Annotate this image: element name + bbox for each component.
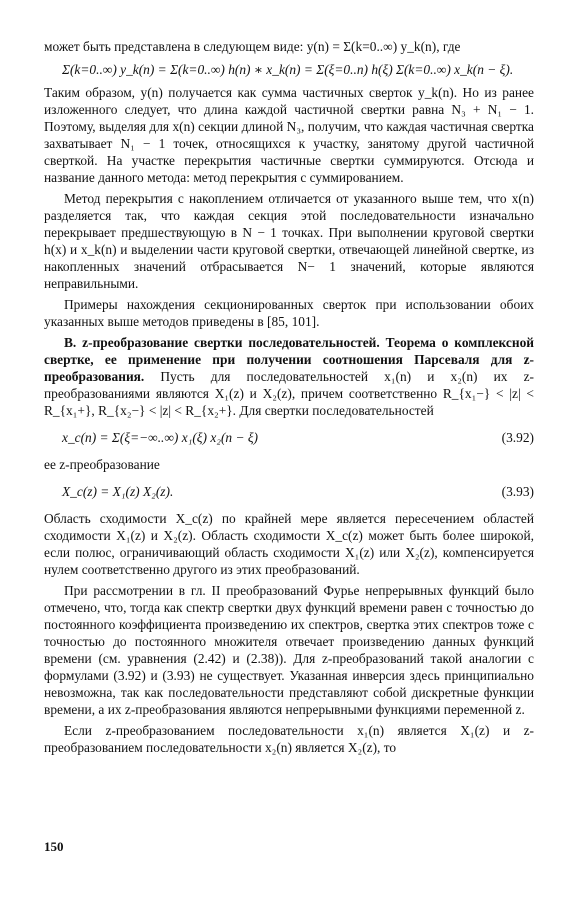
document-page xyxy=(44,38,534,756)
equation-3-92 xyxy=(44,429,534,446)
paragraph-overlap-add: Таким образом, y(n) получается как сумма частичных сверток y_k(n). Но из ранее изложенного следует, что длина каждой частичной свертки равна N₃ + N₁ − 1. Поэтому, выделяя для x(n) секции длиной N₃, получим, что каждая частичная свертка захватывает N₁ − 1 точек, относящихся к участку, занятому другой частичной сверткой. На участке перекрытия частичные свертки суммируются. Отсюда и название данного метода: метод перекрытия с суммированием. xyxy=(44,85,534,185)
equation-3-92-number: (3.92) xyxy=(501,430,534,445)
text-line-z-transform: ее z-преобразование xyxy=(44,457,160,472)
equation-3-93-body: X_c(z) = X₁(z) X₂(z). xyxy=(62,484,174,499)
page-number: 150 xyxy=(44,839,64,854)
section-heading: В. z-преобразование свертки последовательностей. Теорема о комплексной свертке, ее применение при получении соотношения Парсеваля для z-преобразования. xyxy=(44,335,534,384)
paragraph-examples: Примеры нахождения секционированных сверток при использовании обоих указанных выше методов приведены в [85, 101]. xyxy=(44,297,534,329)
text-line-intro: может быть представлена в следующем виде: y(n) = Σ(k=0..∞) y_k(n), где xyxy=(44,39,461,54)
formula-sum-partial-convolutions: Σ(k=0..∞) y_k(n) = Σ(k=0..∞) h(n) ∗ x_k(n) = Σ(ξ=0..n) h(ξ) Σ(k=0..∞) x_k(n − ξ). xyxy=(62,62,514,77)
paragraph-overlap-save: Метод перекрытия с накоплением отличается от указанного выше тем, что x(n) разделяется так, что каждая секция этой последовательности изначально перекрывает предшествующую в N − 1 точках. При выполнении круговой свертки h(x) и x_k(n) и выделении части круговой свертки, отвечающей линейной свертке, из накопленных значений отбрасывается N− 1 значений, которые являются неправильными. xyxy=(44,191,534,291)
equation-3-93-number: (3.93) xyxy=(501,484,534,499)
section-intro: Пусть для последовательностей x₁(n) и x₂(n) их z-преобразованиями являются X₁(z) и X₂(z), причем соответственно R_{x₁−} < |z| < R_{x₁+}, R_{x₂−} < |z| < R_{x₂+}. Для свертки последовательностей xyxy=(44,369,534,418)
paragraph-z-transform-convolution xyxy=(44,334,534,419)
equation-3-92-body: x_c(n) = Σ(ξ=−∞..∞) x₁(ξ) x₂(n − ξ) xyxy=(62,430,259,445)
paragraph-fourier-analogy: При рассмотрении в гл. II преобразований Фурье непрерывных функций было отмечено, что, тогда как спектр свертки двух функций времени равен с точностью до постоянного коэффициента произведению их спектров, свертка этих спектров тоже с точностью до постоянного множителя отвечает произведению данных функций времени (см. уравнения (2.42) и (2.38)). Для z-преобразований такой аналогии с формулами (3.92) и (3.93) не существует. Указанная инверсия здесь принципиально невозможна, так как последовательности представляют собой дискретные функции времени, а их z-преобразования являются непрерывными функциями переменной z. xyxy=(44,583,534,717)
paragraph-complex-convolution: Если z-преобразованием последовательности x₁(n) является X₁(z) и z-преобразованием последовательности x₂(n) является X₂(z), то xyxy=(44,723,534,755)
equation-3-93 xyxy=(44,483,534,500)
paragraph-region-of-convergence: Область сходимости X_c(z) по крайней мере является пересечением областей сходимости X₁(z) и X₂(z). Область сходимости X_c(z) может быть более широкой, если полюс, ограничивающий область сходимости X₁(z) или X₂(z), компенсируется нулем соответственно другого из этих преобразований. xyxy=(44,511,534,577)
